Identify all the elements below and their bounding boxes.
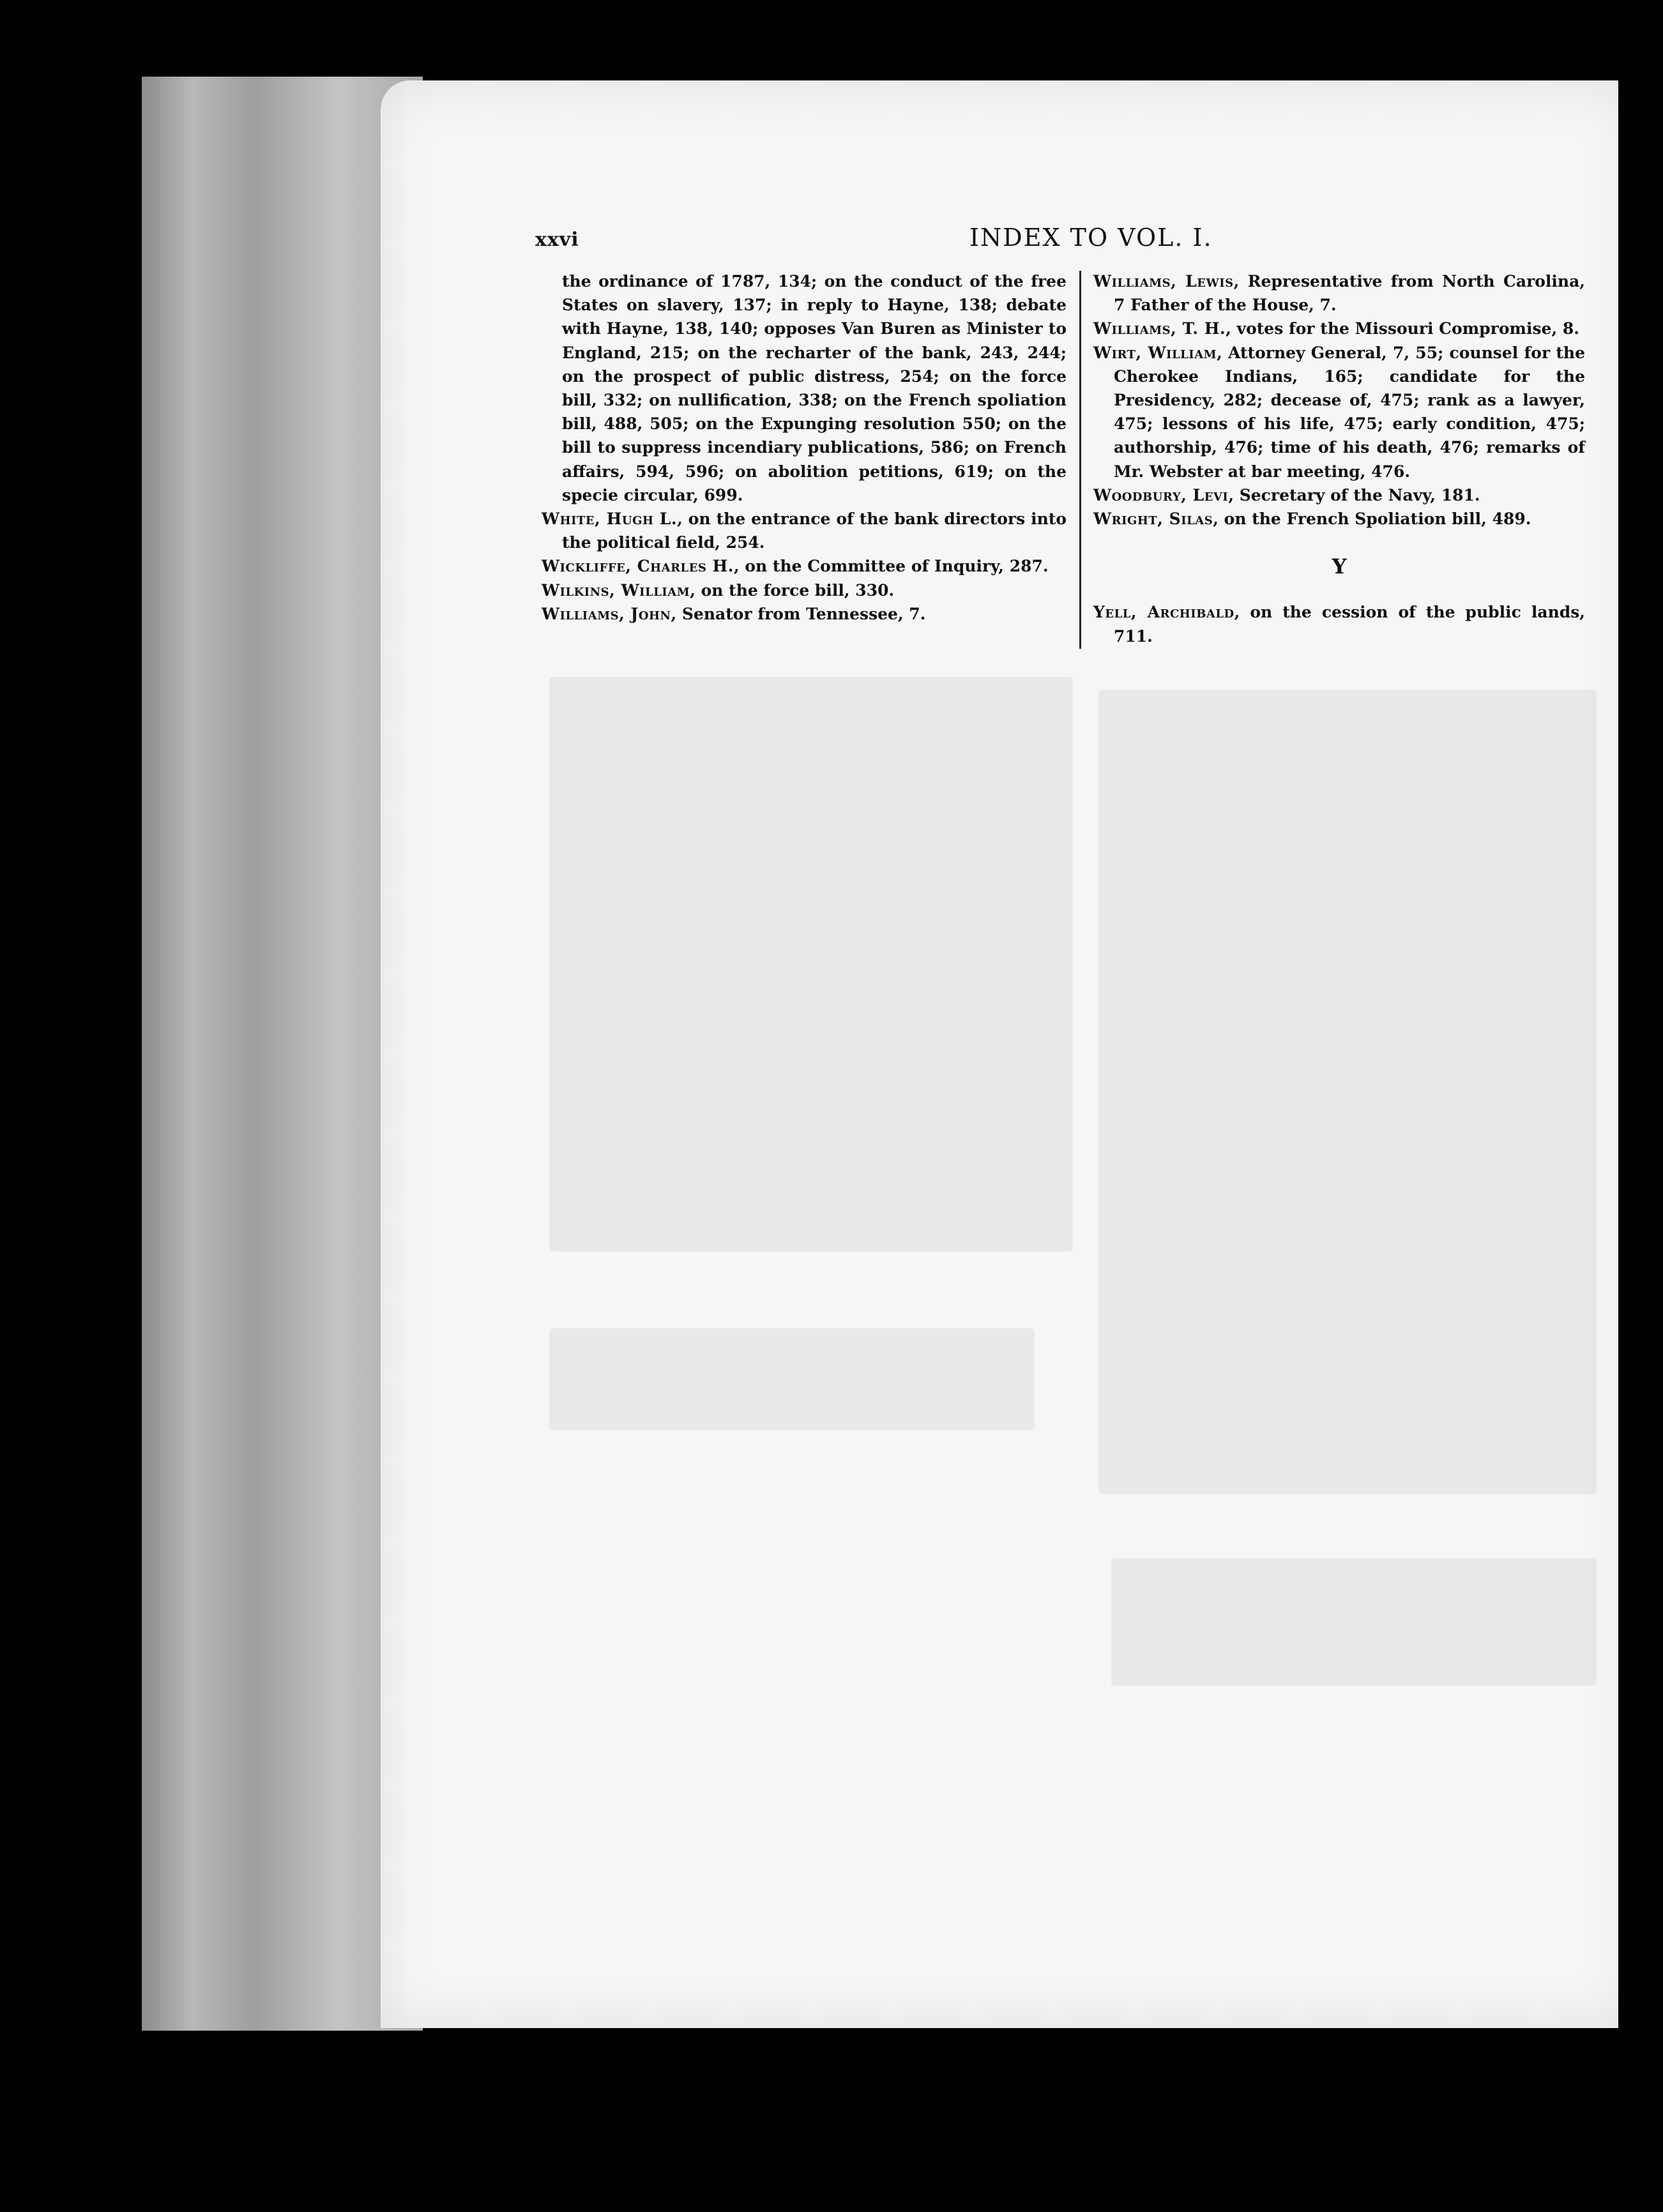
index-column-right — [1093, 269, 1585, 648]
bleed-through-mark — [1111, 1558, 1597, 1686]
scan-border — [1618, 64, 1637, 2031]
entry-heading: Williams, John — [542, 604, 671, 623]
entry-text: , Representative from North Carolina, 7 Father of the House, 7. — [1114, 272, 1585, 315]
entry-heading: Wilkins, William — [542, 580, 690, 600]
entry-heading: Woodbury, Levi — [1093, 485, 1229, 504]
entry-heading: Yell, Archibald — [1093, 603, 1234, 622]
page-number: xxvi — [535, 229, 579, 251]
entry-heading: White, Hugh L. — [542, 510, 678, 529]
entry-heading: Wright, Silas — [1093, 510, 1213, 529]
entry-heading: Williams, T. H. — [1093, 319, 1226, 338]
index-entry — [542, 554, 1067, 578]
entry-text: , on the force bill, 330. — [690, 580, 895, 600]
index-entry — [1093, 341, 1585, 483]
index-column-left — [542, 269, 1067, 626]
entry-text: , votes for the Missouri Compromise, 8. — [1226, 319, 1579, 338]
index-entry — [542, 269, 1067, 507]
entry-text: , on the Committee of Inquiry, 287. — [733, 557, 1049, 576]
entry-heading: Wickliffe, Charles H. — [542, 557, 734, 576]
entry-text: , on the entrance of the bank directors into the political field, 254. — [562, 510, 1067, 552]
entry-text: , Secretary of the Navy, 181. — [1228, 485, 1480, 504]
index-entry — [1093, 483, 1585, 507]
entry-text: , Attorney General, 7, 55; counsel for the Cherokee Indians, 165; candidate for the Presidency, 282; decease of, 475; rank as a lawyer, 475; lessons of his life, 475; early condition, 475; authorship, 476; time of his death, 476; remarks of Mr. Webster at bar meeting, 476. — [1114, 343, 1586, 481]
running-title: INDEX TO VOL. I. — [969, 223, 1213, 252]
index-entry — [1093, 507, 1585, 531]
entry-heading: Wirt, William — [1093, 343, 1217, 362]
page-header — [535, 223, 1608, 255]
index-entry — [542, 507, 1067, 554]
entry-text: , on the cession of the public lands, 711. — [1114, 603, 1585, 646]
entry-text: the ordinance of 1787, 134; on the conduct of the free States on slavery, 137; in reply to Hayne, 138; debate with Hayne, 138, 140; opposes Van Buren as Minister to England, 215; on the recharter of the bank, 243, 244; on the prospect of public distress, 254; on the force bill, 332; on nullification, 338; on the French spoliation bill, 488, 505; on the Expunging resolution 550; on the bill to suppress incendiary publications, 586; on French affairs, 594, 596; on abolition petitions, 619; on the specie circular, 699. — [562, 272, 1067, 504]
bleed-through-mark — [549, 1328, 1035, 1430]
index-entry — [1093, 600, 1585, 648]
index-entry — [1093, 317, 1585, 340]
bleed-through-mark — [549, 677, 1073, 1252]
index-entry — [542, 579, 1067, 602]
bleed-through-mark — [1098, 690, 1597, 1494]
index-entry — [1093, 269, 1585, 317]
entry-text: , on the French Spoliation bill, 489. — [1213, 510, 1531, 529]
section-letter-heading: Y — [1332, 554, 1347, 579]
entry-heading: Williams, Lewis — [1093, 272, 1234, 291]
column-divider — [1079, 271, 1081, 649]
index-entry — [542, 602, 1067, 626]
entry-text: , Senator from Tennessee, 7. — [671, 604, 926, 623]
